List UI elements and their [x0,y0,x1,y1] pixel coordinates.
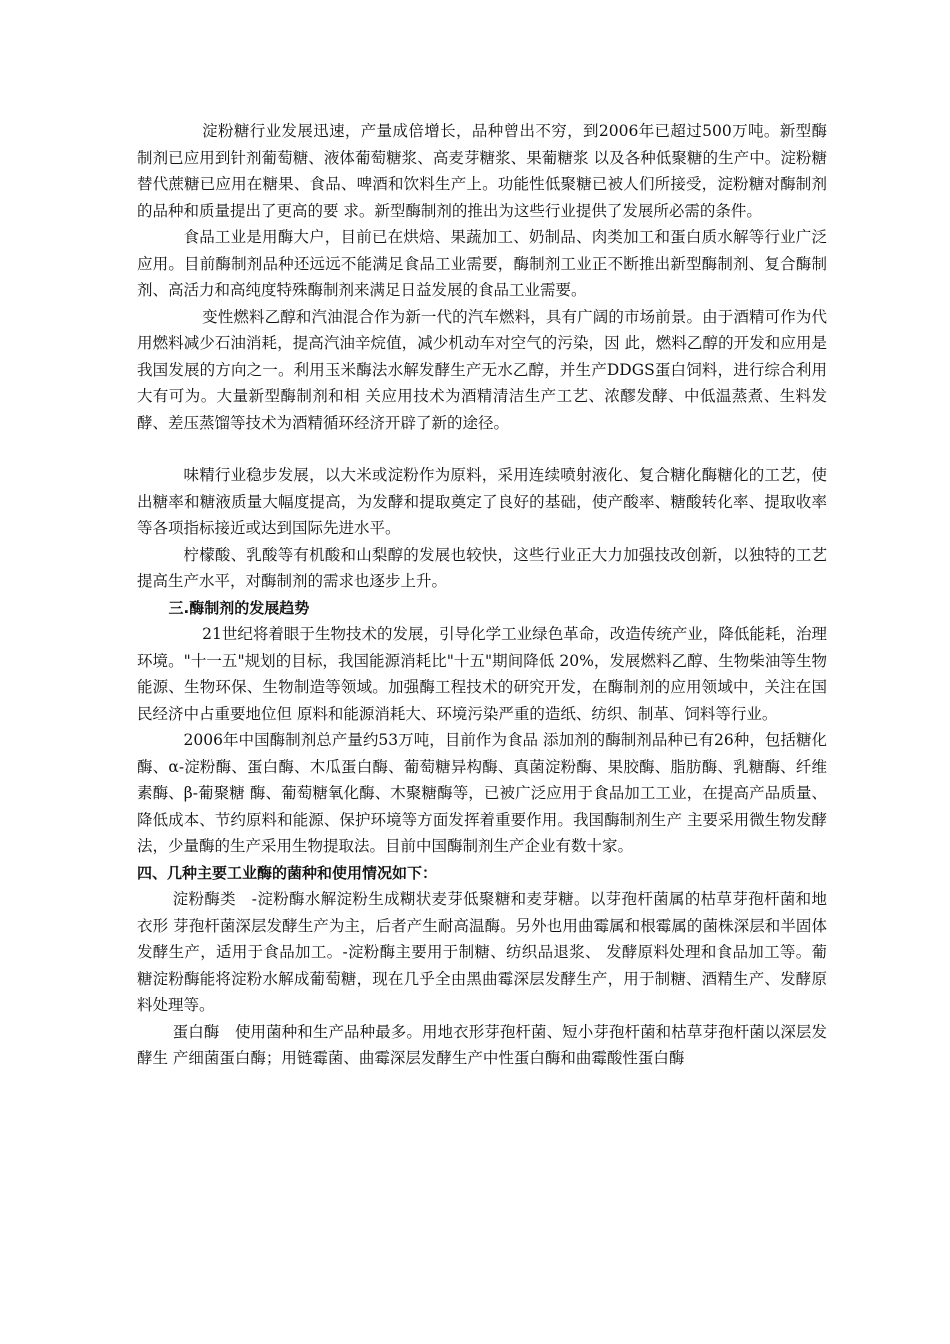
document-body [137,118,827,1072]
paragraph-2006-output: 2006年中国酶制剂总产量约53万吨，目前作为食品 添加剂的酶制剂品种已有26种，包括糖化酶、α-淀粉酶、蛋白酶、木瓜蛋白酶、葡萄糖异构酶、真菌淀粉酶、果胶酶、脂肪酶、乳糖酶、纤维素酶、β-葡聚糖 酶、葡萄糖氧化酶、木聚糖酶等，已被广泛应用于食品加工工业，在提高产品质量、降低成本、节约原料和能源、保护环境等方面发挥着重要作用。我国酶制剂生产 主要采用微生物发酵法，少量酶的生产采用生物提取法。目前中国酶制剂生产企业有数十家。 [137,731,827,855]
paragraph-amylase: 淀粉酶类 -淀粉酶水解淀粉生成糊状麦芽低聚糖和麦芽糖。以芽孢杆菌属的枯草芽孢杆菌和地衣形 芽孢杆菌深层发酵生产为主，后者产生耐高温酶。另外也用曲霉属和根霉属的菌株深层和半固体发酵生产，适用于食品加工。-淀粉酶主要用于制糖、纺织品退浆、 发酵原料处理和食品加工等。葡糖淀粉酶能将淀粉水解成葡萄糖，现在几乎全由黑曲霉深层发酵生产，用于制糖、酒精生产、发酵原料处理等。 [137,890,827,1014]
paragraph-starch-sugar: 淀粉糖行业发展迅速，产量成倍增长，品种曾出不穷，到2006年已超过500万吨。新型酶制剂已应用到针剂葡萄糖、液体葡萄糖浆、高麦芽糖浆、果葡糖浆 以及各种低聚糖的生产中。淀粉糖替代蔗糖已应用在糖果、食品、啤酒和饮料生产上。功能性低聚糖已被人们所接受，淀粉糖对酶制剂的品种和质量提出了更高的要 求。新型酶制剂的推出为这些行业提供了发展所必需的条件。 [137,122,827,220]
section-heading-trends: 三.酶制剂的发展趋势 [168,598,310,617]
paragraph-food-industry: 食品工业是用酶大户，目前已在烘焙、果蔬加工、奶制品、肉类加工和蛋白质水解等行业广泛应用。目前酶制剂品种还远远不能满足食品工业需要，酶制剂工业正不断推出新型酶制剂、复合酶制剂、高活力和高纯度特殊酶制剂来满足日益发展的食品工业需要。 [137,228,827,299]
paragraph-protease: 蛋白酶 使用菌种和生产品种最多。用地衣形芽孢杆菌、短小芽孢杆菌和枯草芽孢杆菌以深层发酵生 产细菌蛋白酶；用链霉菌、曲霉深层发酵生产中性蛋白酶和曲霉酸性蛋白酶 [137,1022,827,1067]
section-heading-enzymes: 四、几种主要工业酶的菌种和使用情况如下： [137,863,438,882]
paragraph-fuel-ethanol: 变性燃料乙醇和汽油混合作为新一代的汽车燃料，具有广阔的市场前景。由于酒精可作为代用燃料减少石油消耗，提高汽油辛烷值，减少机动车对空气的污染，因 此，燃料乙醇的开发和应用是我国发展的方向之一。利用玉米酶法水解发酵生产无水乙醇，并生产DDGS蛋白饲料，进行综合利用大有可为。大量新型酶制剂和相 关应用技术为酒精清洁生产工艺、浓醪发酵、中低温蒸煮、生料发酵、差压蒸馏等技术为酒精循环经济开辟了新的途径。 [137,307,827,432]
paragraph-21st-century: 21世纪将着眼于生物技术的发展，引导化学工业绿色革命，改造传统产业，降低能耗，治理环境。"十一五"规划的目标，我国能源消耗比"十五"期间降低 20%，发展燃料乙醇、生物柴油等生物能源、生物环保、生物制造等领域。加强酶工程技术的研究开发，在酶制剂的应用领域中，关注在国民经济中占重要地位但 原料和能源消耗大、环境污染严重的造纸、纺织、制革、饲料等行业。 [137,625,827,723]
blank-line [137,436,827,462]
paragraph-organic-acids: 柠檬酸、乳酸等有机酸和山梨醇的发展也较快，这些行业正大力加强技改创新，以独特的工艺提高生产水平，对酶制剂的需求也逐步上升。 [137,545,827,590]
paragraph-msg-industry: 味精行业稳步发展，以大米或淀粉作为原料，采用连续喷射液化、复合糖化酶糖化的工艺，使出糖率和糖液质量大幅度提高，为发酵和提取奠定了良好的基础，使产酸率、糖酸转化率、提取收率等各项指标接近或达到国际先进水平。 [137,466,827,537]
